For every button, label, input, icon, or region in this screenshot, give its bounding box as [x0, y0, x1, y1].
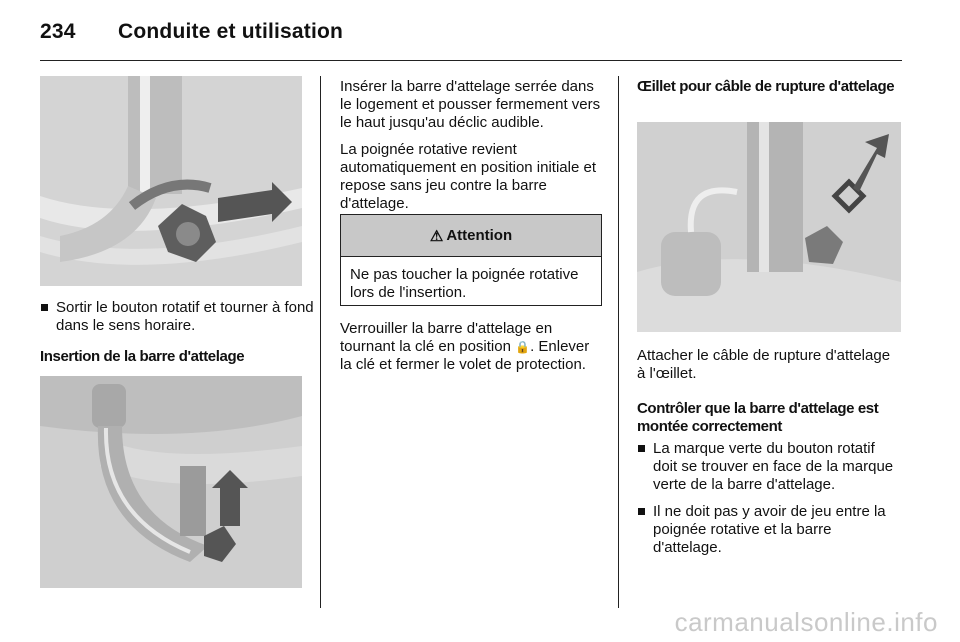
attention-box — [340, 214, 602, 306]
warning-triangle-icon: ⚠ — [429, 227, 444, 245]
page-header — [40, 20, 343, 44]
towbar-insertion-illustration — [40, 376, 302, 588]
heading-oeillet: Œillet pour câble de rupture d'attelage — [637, 78, 895, 95]
attention-header — [341, 215, 601, 257]
col2-para-3-text-b: . Enlever la clé et fermer le volet de protection. — [340, 338, 590, 373]
col3-bullet-2-text: Il ne doit pas y avoir de jeu entre la poignée rotative et la barre d'attelage. — [653, 503, 886, 556]
col2-para-2: La poignée rotative revient automatiquement en position initiale et repose sans jeu contre la barre d'attelage. — [340, 141, 596, 212]
page-title: Conduite et utilisation — [118, 20, 344, 43]
col3-para-cable: Attacher le câble de rupture d'attelage à l'œillet. — [637, 347, 891, 382]
locked-padlock-icon: 🔒 — [515, 340, 531, 354]
header-rule — [40, 60, 902, 61]
col2-para-3-text-a: Verrouiller la barre d'attelage en tournant la clé en position — [340, 320, 553, 355]
watermark: carmanualsonline.info — [674, 607, 938, 637]
col2-para-1: Insérer la barre d'attelage serrée dans le logement et pousser fermement vers le haut jusqu'au déclic audible. — [340, 78, 601, 131]
heading-controle: Contrôler que la barre d'attelage est montée correctement — [637, 400, 879, 435]
col3-bullet-1-text: La marque verte du bouton rotatif doit se trouver en face de la marque verte de la barre d'attelage. — [653, 440, 894, 493]
page-number: 234 — [40, 20, 76, 43]
bullet-marker — [638, 508, 645, 515]
column-divider-left — [320, 76, 321, 608]
col1-bullet-1 — [40, 299, 318, 335]
column-divider-right — [618, 76, 619, 608]
col3-bullet-2 — [637, 503, 901, 557]
col1-bullet-1-text: Sortir le bouton rotatif et tourner à fond dans le sens horaire. — [56, 299, 314, 334]
attention-title: Attention — [446, 227, 513, 244]
col2-para-3 — [340, 320, 604, 374]
bullet-marker — [638, 445, 645, 452]
heading-insertion: Insertion de la barre d'attelage — [40, 348, 245, 365]
bullet-marker — [41, 304, 48, 311]
attention-text: Ne pas toucher la poignée rotative lors de l'insertion. — [350, 266, 579, 301]
column-2 — [340, 78, 604, 222]
col3-bullet-1 — [637, 440, 901, 494]
breakaway-cable-eyelet-illustration — [637, 122, 901, 332]
rotary-knob-illustration — [40, 76, 302, 286]
column-3-text — [637, 347, 901, 557]
